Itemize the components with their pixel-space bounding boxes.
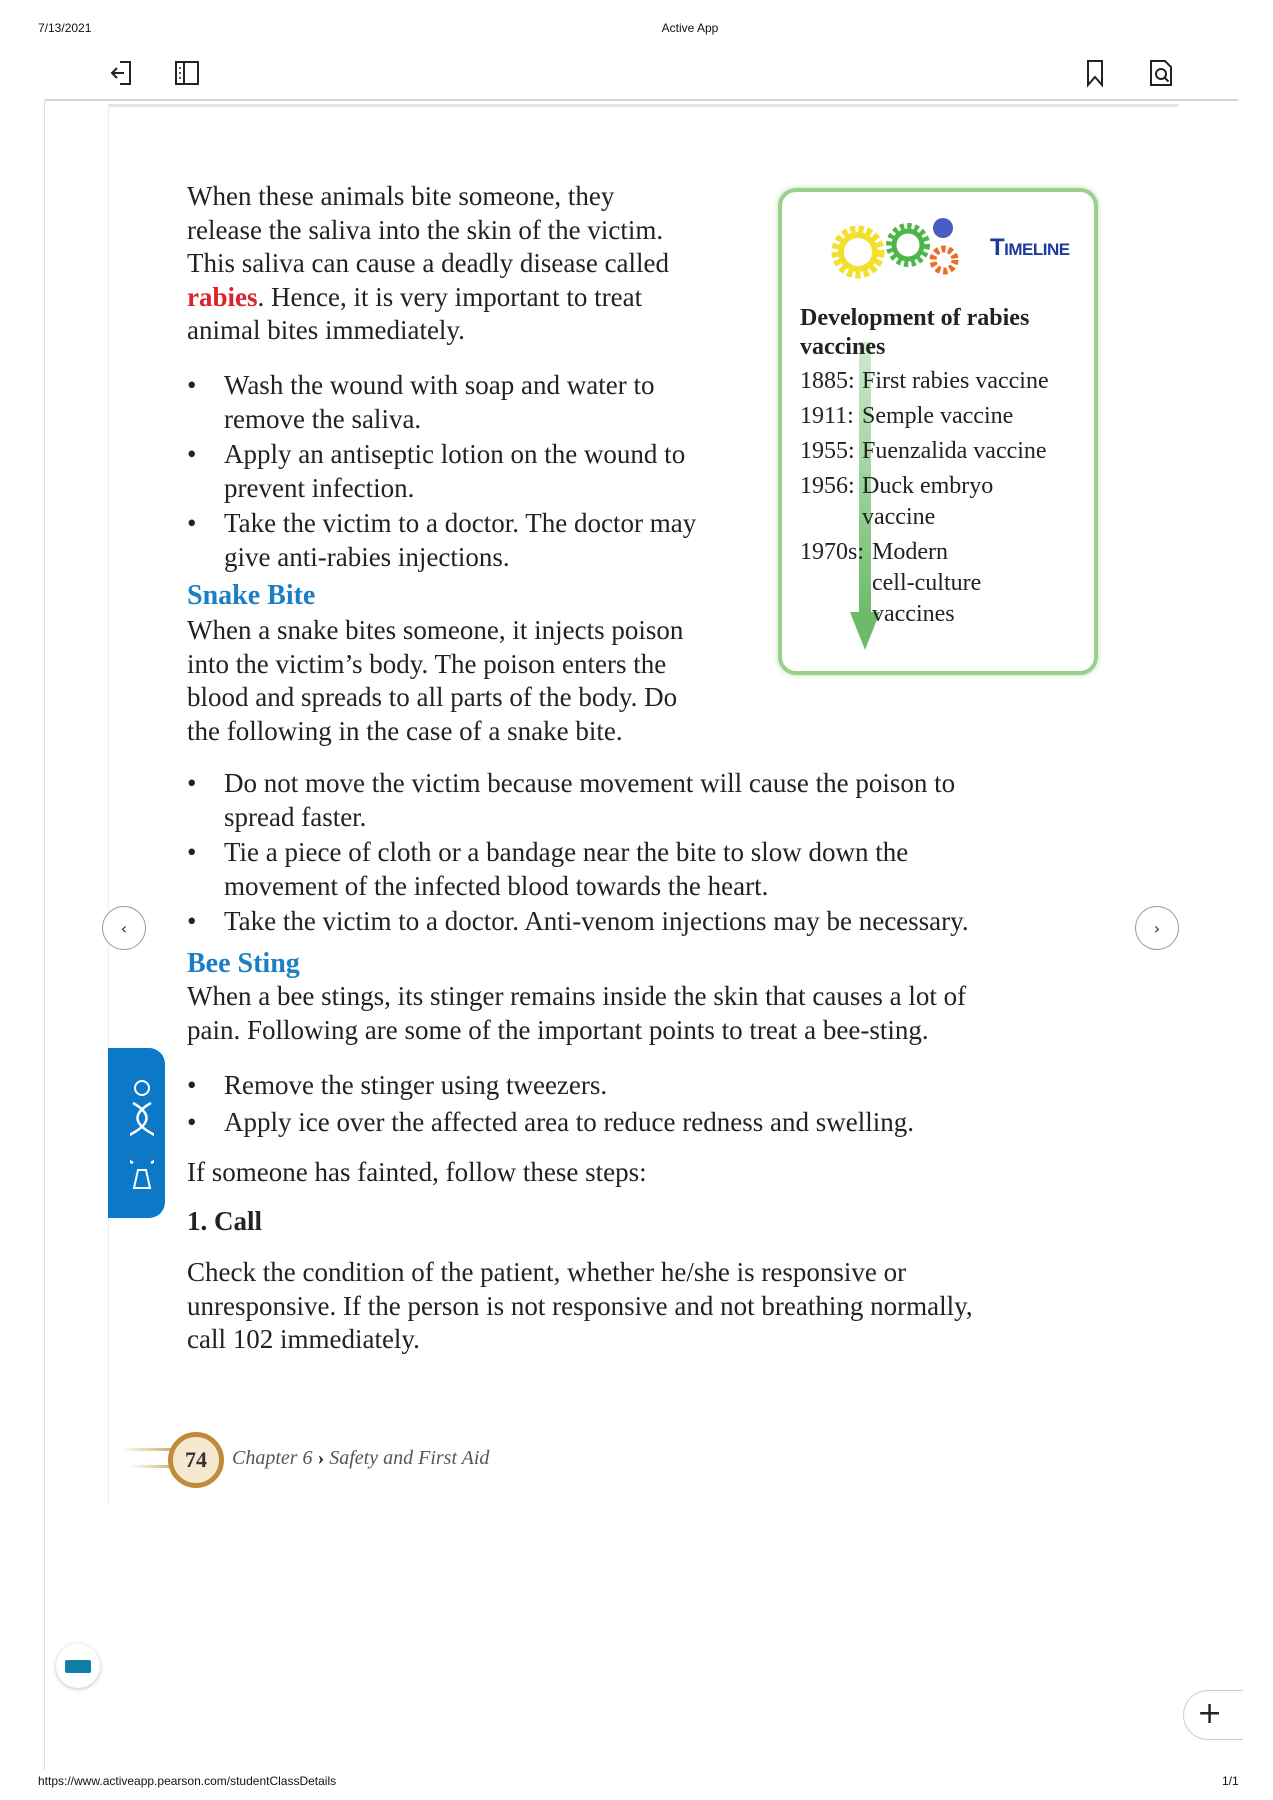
rabies-steps-list	[187, 369, 696, 574]
text-line: When a snake bites someone, it injects poison	[187, 615, 684, 645]
list-item	[187, 369, 696, 436]
entry-text: Fuenzalida vaccine	[862, 438, 1047, 464]
text-line: the following in the case of a snake bite.	[187, 715, 623, 746]
text-line: vaccine	[862, 504, 936, 530]
text-line: animal bites immediately.	[187, 315, 465, 345]
snake-paragraph	[187, 614, 683, 748]
text-line: call 102 immediately.	[187, 1324, 420, 1354]
list-item	[187, 438, 696, 505]
text-line: spread faster.	[224, 801, 367, 832]
chevron-right-icon: ›	[1153, 918, 1161, 938]
toolbar-divider	[45, 99, 1238, 101]
chapter-breadcrumb	[232, 1447, 489, 1470]
intro-paragraph	[187, 180, 669, 348]
text-line: Duck embryo	[862, 473, 994, 499]
text-line: cell-culture	[872, 570, 982, 596]
chevron-left-icon: ‹	[120, 918, 128, 938]
zoom-in-button[interactable]	[1183, 1690, 1243, 1740]
list-item: • Remove the stinger using tweezers.	[187, 1069, 914, 1103]
entry-year: 1911:	[800, 403, 854, 429]
page-top-edge	[108, 104, 1178, 107]
snake-steps-list	[187, 767, 969, 939]
text-line: vaccines	[872, 601, 955, 627]
timeline-entry	[800, 537, 1049, 630]
timeline-entry	[800, 366, 1049, 397]
page-search-icon[interactable]	[1146, 58, 1176, 88]
text-line: pain. Following are some of the important points to treat a bee-sting.	[187, 1014, 929, 1045]
entry-text	[872, 537, 981, 630]
text-line	[187, 281, 669, 315]
print-date: 7/13/2021	[38, 21, 92, 35]
text-line: Development of rabies	[800, 305, 1030, 331]
page-number-badge: 74	[168, 1432, 224, 1488]
page-left-edge	[108, 104, 109, 1504]
next-page-button[interactable]	[1135, 906, 1179, 950]
timeline-entry	[800, 436, 1049, 467]
text-line: • Tie a piece of cloth or a bandage near the bite to slow down the	[224, 837, 909, 867]
notes-button[interactable]	[56, 1644, 100, 1688]
text-line: • Do not move the victim because movement will cause the poison to	[224, 768, 956, 798]
step-heading: 1. Call	[187, 1206, 263, 1236]
text-line: • Take the victim to a doctor. Anti-venom injections may be necessary.	[224, 906, 969, 936]
text-line: unresponsive. If the person is not responsive and not breathing normally,	[187, 1290, 973, 1321]
text-line: into the victim’s body. The poison enters the	[187, 648, 667, 679]
text-span: . Hence, it is very important to treat	[257, 281, 643, 312]
section-label: Safety and First Aid	[329, 1447, 490, 1469]
text-line: This saliva can cause a deadly disease called	[187, 248, 670, 278]
gears-icon	[828, 212, 968, 292]
text-line: • Take the victim to a doctor. The doctor may	[224, 508, 697, 538]
fainted-intro: If someone has fainted, follow these steps:	[187, 1157, 647, 1187]
note-icon	[65, 1660, 91, 1673]
snake-bite-heading: Snake Bite	[187, 580, 316, 611]
text-line: • Wash the wound with soap and water to	[224, 370, 655, 400]
text-line: Check the condition of the patient, whether he/she is responsive or	[187, 1257, 907, 1287]
list-item	[187, 767, 969, 834]
page-url: https://www.activeapp.pearson.com/studentClassDetails	[38, 1774, 337, 1788]
bee-sting-heading: Bee Sting	[187, 948, 300, 979]
entry-text: Semple vaccine	[862, 403, 1014, 429]
sidebar-panel-icon[interactable]	[172, 58, 202, 88]
bee-steps-list	[187, 1069, 914, 1139]
list-item	[187, 507, 696, 574]
entry-text: First rabies vaccine	[862, 368, 1049, 394]
previous-page-button[interactable]	[102, 906, 146, 950]
exit-icon[interactable]	[108, 58, 138, 88]
text-line: release the saliva into the skin of the victim.	[187, 214, 664, 245]
text-line: movement of the infected blood towards the heart.	[224, 870, 769, 901]
science-icons	[130, 1078, 154, 1193]
plus-icon: +	[1197, 1696, 1223, 1731]
text-line: When a bee stings, its stinger remains inside the skin that causes a lot of	[187, 981, 967, 1011]
text-line: give anti-rabies injections.	[224, 541, 510, 572]
chevron-right-icon: ›	[317, 1447, 325, 1469]
entry-year: 1885:	[800, 368, 855, 394]
text-line: remove the saliva.	[224, 403, 422, 434]
science-side-tab	[108, 1048, 165, 1218]
entry-year: 1970s:	[800, 539, 865, 565]
timeline-entries	[800, 366, 1049, 630]
timeline-entry	[800, 401, 1049, 432]
bee-paragraph	[187, 980, 966, 1047]
chapter-label: Chapter 6	[232, 1447, 313, 1469]
timeline-box	[778, 188, 1098, 675]
timeline-entry	[800, 471, 1049, 533]
list-item: • Apply ice over the affected area to reduce redness and swelling.	[187, 1106, 914, 1140]
text-line: prevent infection.	[224, 472, 415, 503]
text-line: blood and spreads to all parts of the body. Do	[187, 682, 678, 712]
list-item	[187, 905, 969, 939]
viewer-border	[44, 100, 45, 1770]
timeline-label: Timeline	[990, 234, 1070, 261]
bookmark-icon[interactable]	[1080, 58, 1110, 88]
entry-year: 1955:	[800, 438, 855, 464]
list-item	[187, 836, 969, 903]
text-line: When these animals bite someone, they	[187, 181, 615, 211]
entry-text	[862, 471, 993, 533]
text-line: vaccines	[800, 334, 886, 360]
step-paragraph	[187, 1256, 973, 1357]
keyword-rabies: rabies	[187, 281, 258, 312]
entry-year: 1956:	[800, 473, 855, 499]
timeline-title	[800, 304, 1029, 362]
page-count: 1/1	[1222, 1774, 1239, 1788]
window-title: Active App	[661, 21, 719, 35]
text-line: Modern	[872, 539, 948, 565]
text-line: • Apply an antiseptic lotion on the wound to	[224, 439, 686, 469]
